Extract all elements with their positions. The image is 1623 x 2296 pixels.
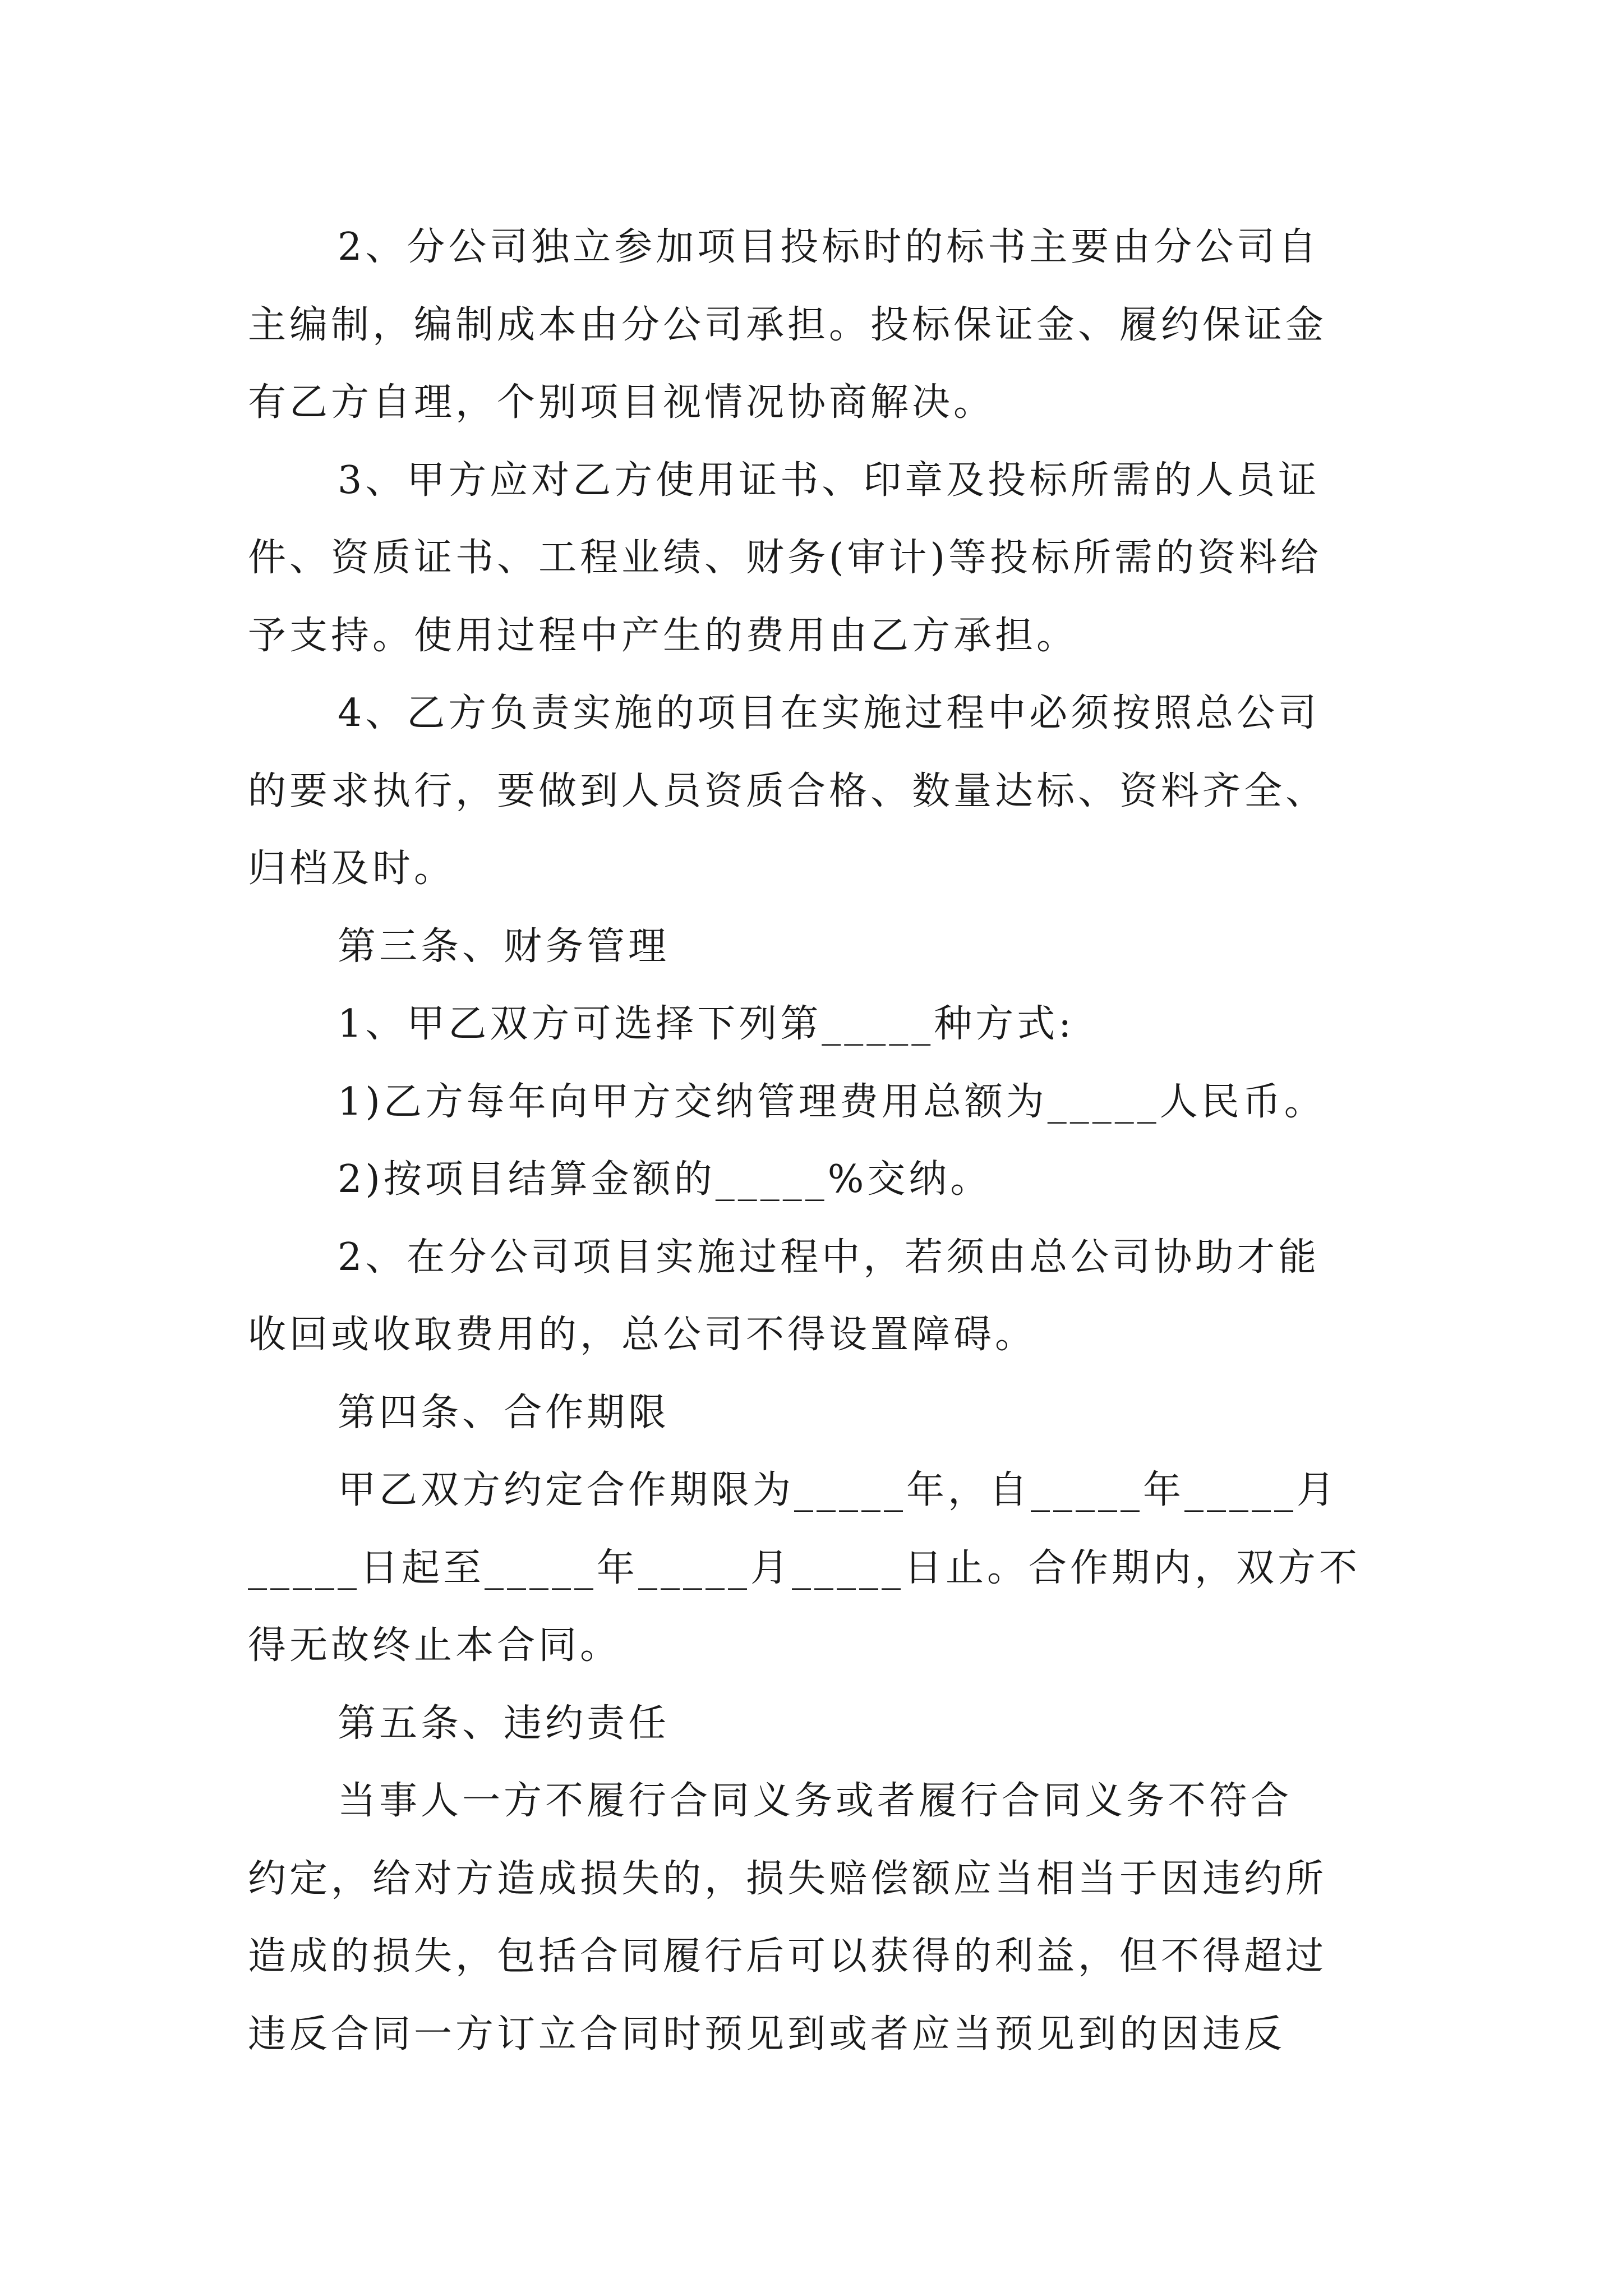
paragraph-line: 予支持。使用过程中产生的费用由乙方承担。: [248, 613, 1078, 658]
paragraph-line: 件、资质证书、工程业绩、财务(审计)等投标所需的资料给: [248, 536, 1322, 580]
section-heading: 第三条、财务管理: [338, 924, 670, 969]
paragraph-line: 约定，给对方造成损失的，损失赔偿额应当相当于因违约所: [248, 1856, 1327, 1901]
paragraph-line: 收回或收取费用的，总公司不得设置障碍。: [248, 1313, 1037, 1357]
paragraph-line: 1、甲乙双方可选择下列第_____种方式:: [338, 1002, 1075, 1046]
paragraph-line: 造成的损失，包括合同履行后可以获得的利益，但不得超过: [248, 1934, 1327, 1978]
paragraph-line: 3、甲方应对乙方使用证书、印章及投标所需的人员证: [338, 458, 1320, 503]
paragraph-line: 归档及时。: [248, 846, 456, 891]
paragraph-line: 甲乙双方约定合作期限为_____年，自_____年_____月: [338, 1468, 1339, 1512]
paragraph-line: 主编制，编制成本由分公司承担。投标保证金、履约保证金: [248, 302, 1327, 347]
section-heading: 第四条、合作期限: [338, 1390, 670, 1435]
paragraph-line: 得无故终止本合同。: [248, 1623, 622, 1668]
document-body: [248, 209, 1386, 2073]
paragraph-line: 2、在分公司项目实施过程中，若须由总公司协助才能: [338, 1235, 1320, 1280]
paragraph-line: 有乙方自理，个别项目视情况协商解决。: [248, 380, 995, 425]
section-heading: 第五条、违约责任: [338, 1701, 670, 1746]
paragraph-line: 4、乙方负责实施的项目在实施过程中必须按照总公司: [338, 691, 1320, 735]
paragraph-line: 1)乙方每年向甲方交纳管理费用总额为_____人民币。: [338, 1079, 1326, 1124]
paragraph-line: 违反合同一方订立合同时预见到或者应当预见到的因违反: [248, 2012, 1286, 2056]
paragraph-line: 的要求执行，要做到人员资质合格、数量达标、资料齐全、: [248, 769, 1327, 813]
paragraph-line: 2)按项目结算金额的_____%交纳。: [338, 1157, 992, 1202]
paragraph-line: _____日起至_____年_____月_____日止。合作期内，双方不: [248, 1545, 1361, 1590]
paragraph-line: 2、分公司独立参加项目投标时的标书主要由分公司自: [338, 225, 1320, 269]
paragraph-line: 当事人一方不履行合同义务或者履行合同义务不符合: [338, 1779, 1293, 1823]
